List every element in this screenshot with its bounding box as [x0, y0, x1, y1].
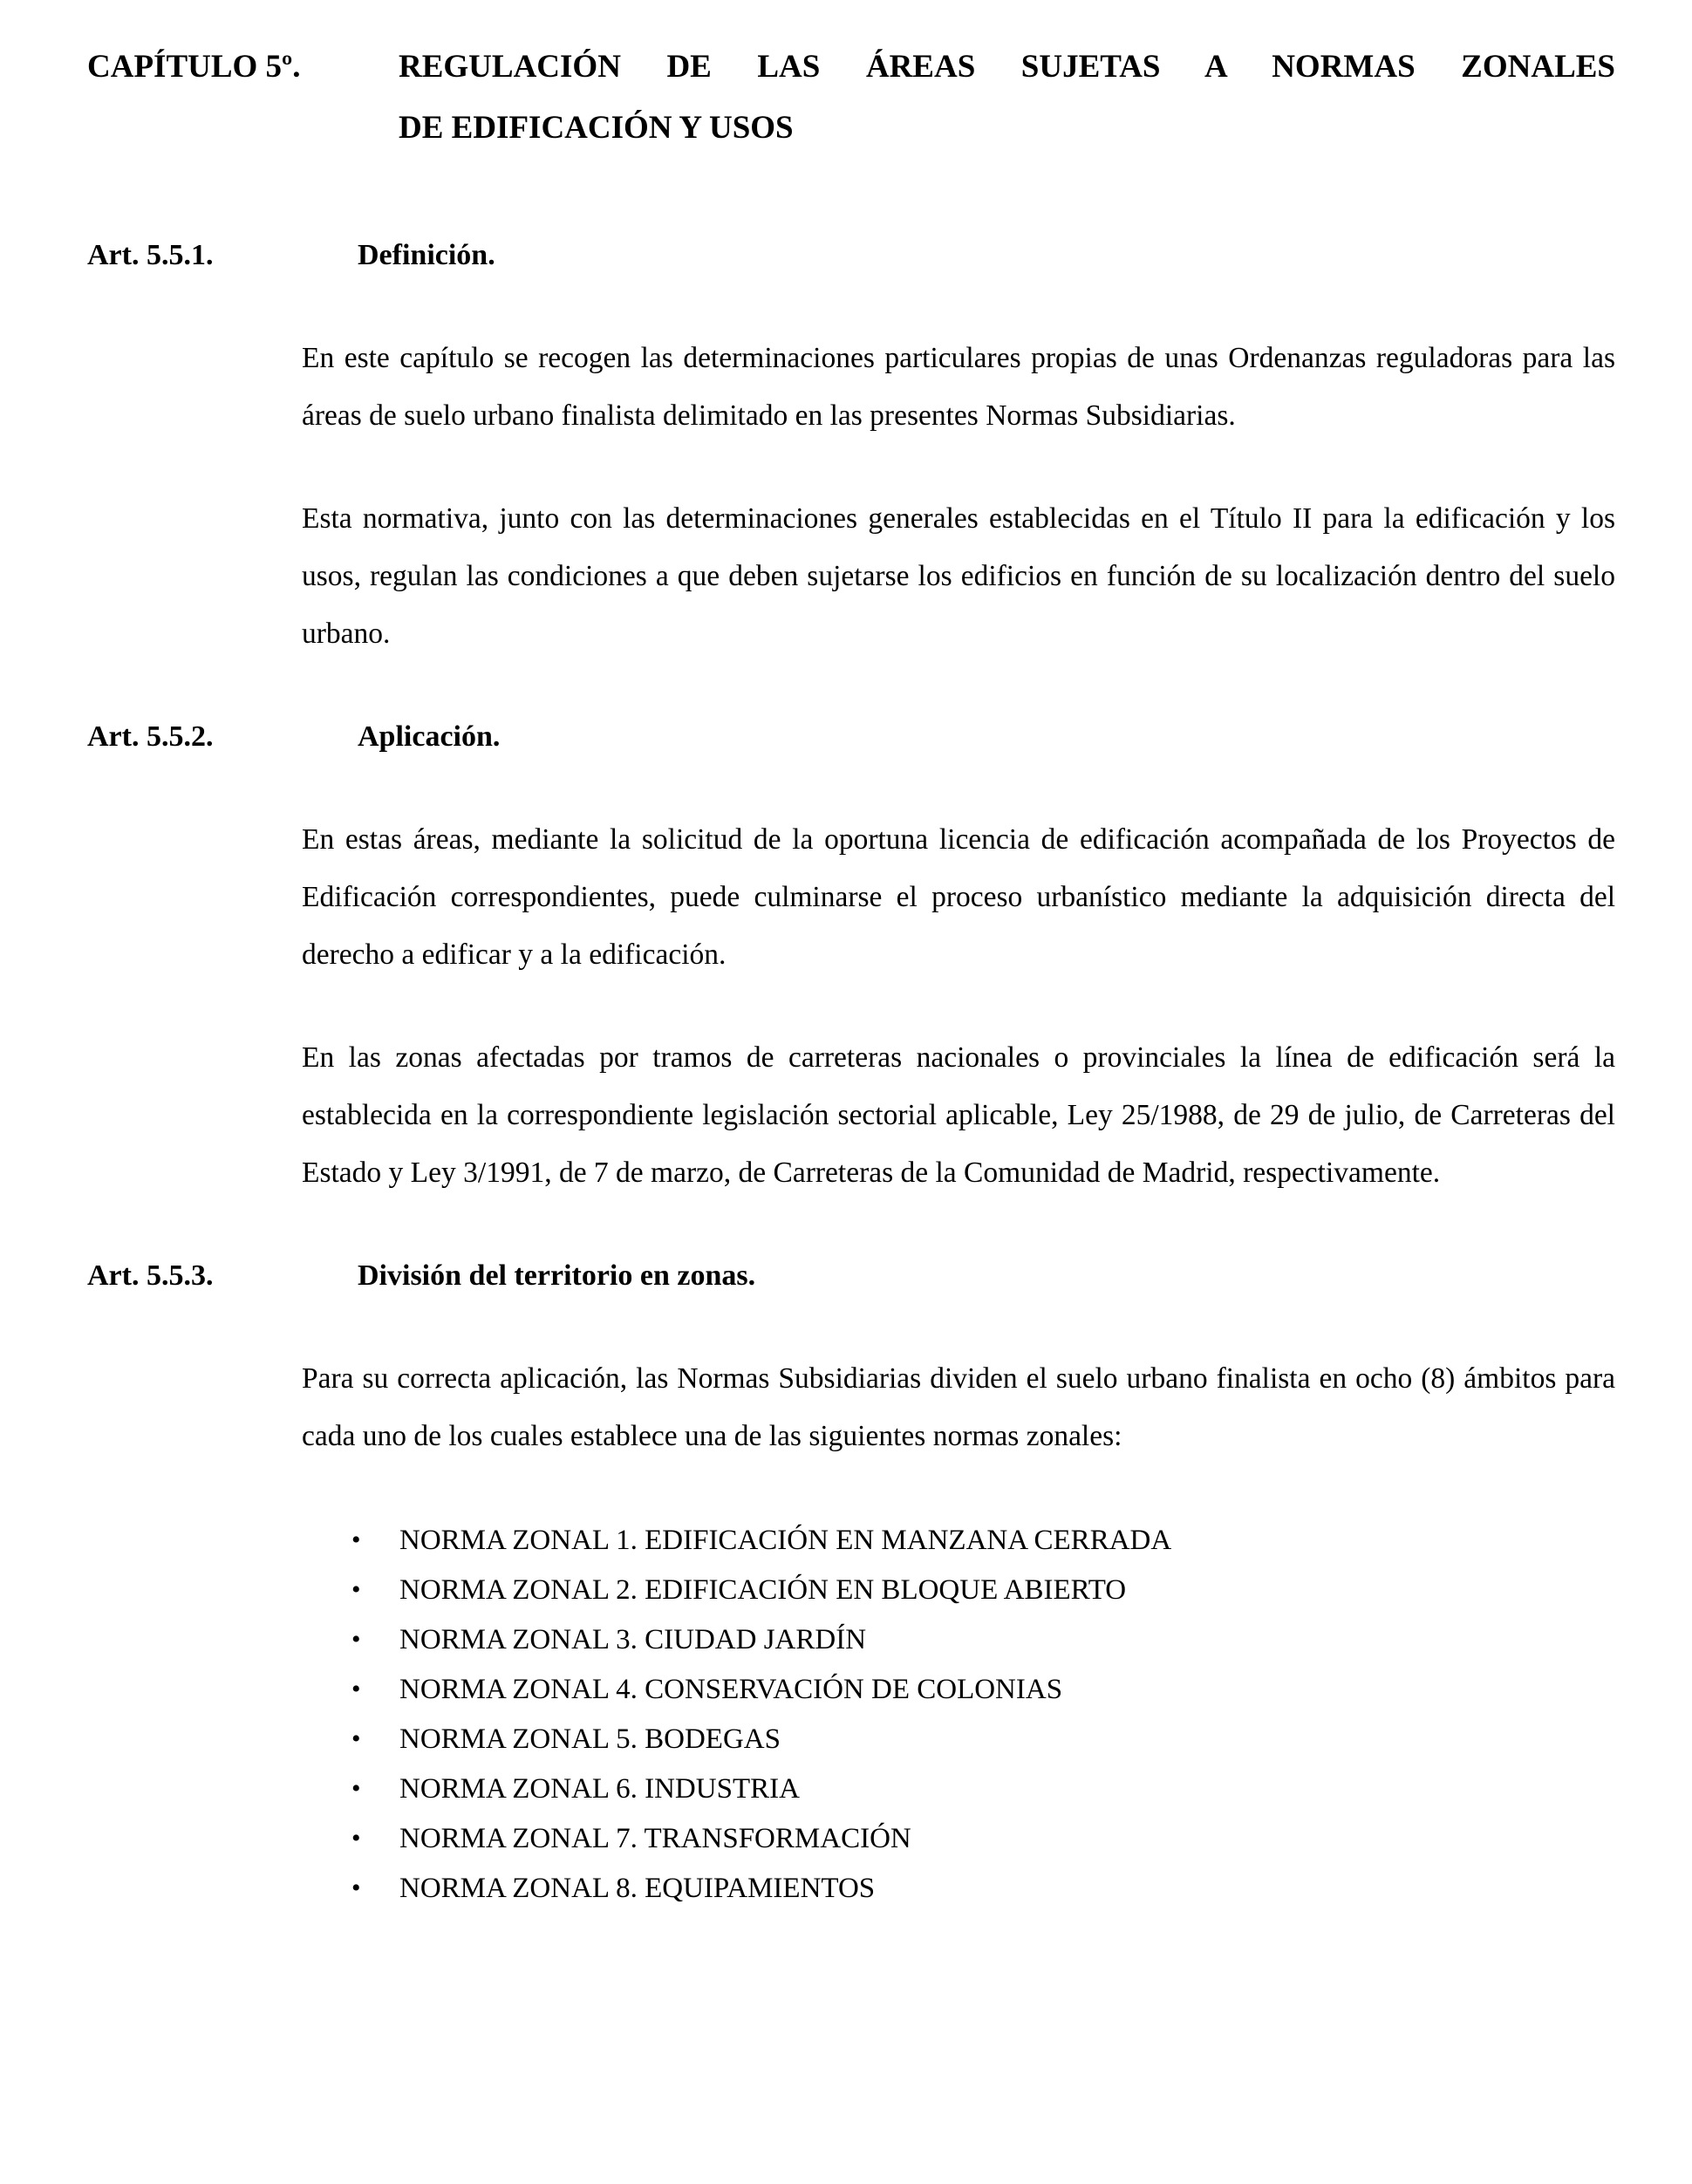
list-item	[350, 1814, 1615, 1864]
article-5-5-2	[87, 708, 1615, 1202]
bullet-icon: •	[351, 1525, 361, 1554]
zone-norm-list	[87, 1511, 1615, 1914]
article-title: Definición.	[358, 239, 495, 271]
chapter-number: CAPÍTULO 5º.	[87, 49, 301, 85]
bullet-icon: •	[351, 1774, 361, 1803]
article-heading	[87, 1247, 1615, 1305]
chapter-title-line2: DE EDIFICACIÓN Y USOS	[399, 110, 794, 146]
article-number: Art. 5.5.3.	[87, 1259, 214, 1292]
zone-norm-label: NORMA ZONAL 8. EQUIPAMIENTOS	[399, 1873, 876, 1904]
bullet-icon: •	[351, 1675, 361, 1703]
article-number: Art. 5.5.1.	[87, 239, 214, 271]
article-5-5-3	[87, 1247, 1615, 1914]
article-title: Aplicación.	[358, 720, 501, 753]
zone-norm-label: NORMA ZONAL 3. CIUDAD JARDÍN	[399, 1624, 867, 1655]
chapter-title-line1: REGULACIÓN DE LAS ÁREAS SUJETAS A NORMAS ZONALES	[399, 49, 1615, 85]
zone-norm-label: NORMA ZONAL 2. EDIFICACIÓN EN BLOQUE ABIERTO	[399, 1574, 1127, 1606]
zone-norm-label: NORMA ZONAL 5. BODEGAS	[399, 1723, 781, 1755]
list-item	[350, 1715, 1615, 1764]
article-heading	[87, 708, 1615, 766]
bullet-icon: •	[351, 1575, 361, 1604]
list-item	[350, 1566, 1615, 1615]
list-item	[350, 1516, 1615, 1566]
chapter-heading	[87, 37, 1615, 159]
chapter-title	[399, 37, 1615, 159]
paragraph: En estas áreas, mediante la solicitud de la oportuna licencia de edificación acompañada de los Proyectos de Edificación correspondientes, puede culminarse el proceso urbanístico mediante la adquisición directa del derecho a edificar y a la edificación.	[302, 823, 1615, 971]
article-5-5-1	[87, 227, 1615, 663]
zone-norm-label: NORMA ZONAL 4. CONSERVACIÓN DE COLONIAS	[399, 1674, 1063, 1705]
list-item	[350, 1615, 1615, 1665]
list-item	[350, 1764, 1615, 1814]
paragraph: Esta normativa, junto con las determinaciones generales establecidas en el Título II para la edificación y los usos, regulan las condiciones a que deben sujetarse los edificios en función de su localización dentro del suelo urbano.	[302, 502, 1615, 650]
paragraph: En las zonas afectadas por tramos de carreteras nacionales o provinciales la línea de edificación será la establecida en la correspondiente legislación sectorial aplicable, Ley 25/1988, de 29 de julio, de Carreteras del Estado y Ley 3/1991, de 7 de marzo, de Carreteras de la Comunidad de Madrid, respectivamente.	[302, 1041, 1615, 1189]
article-number: Art. 5.5.2.	[87, 720, 214, 753]
bullet-icon: •	[351, 1724, 361, 1753]
zone-norm-label: NORMA ZONAL 1. EDIFICACIÓN EN MANZANA CERRADA	[399, 1525, 1172, 1556]
zone-norm-label: NORMA ZONAL 6. INDUSTRIA	[399, 1773, 800, 1805]
bullet-icon: •	[351, 1625, 361, 1654]
zone-norm-label: NORMA ZONAL 7. TRANSFORMACIÓN	[399, 1823, 911, 1854]
article-heading	[87, 227, 1615, 284]
list-item	[350, 1665, 1615, 1715]
paragraph: En este capítulo se recogen las determinaciones particulares propias de unas Ordenanzas reguladoras para las áreas de suelo urbano finalista delimitado en las presentes Normas Subsidiarias.	[302, 342, 1615, 432]
article-title: División del territorio en zonas.	[358, 1259, 756, 1292]
list-item	[350, 1864, 1615, 1914]
bullet-icon: •	[351, 1824, 361, 1853]
paragraph: Para su correcta aplicación, las Normas Subsidiarias dividen el suelo urbano finalista en ocho (8) ámbitos para cada uno de los cuales establece una de las siguientes normas zonales:	[302, 1362, 1615, 1452]
bullet-icon: •	[351, 1873, 361, 1902]
